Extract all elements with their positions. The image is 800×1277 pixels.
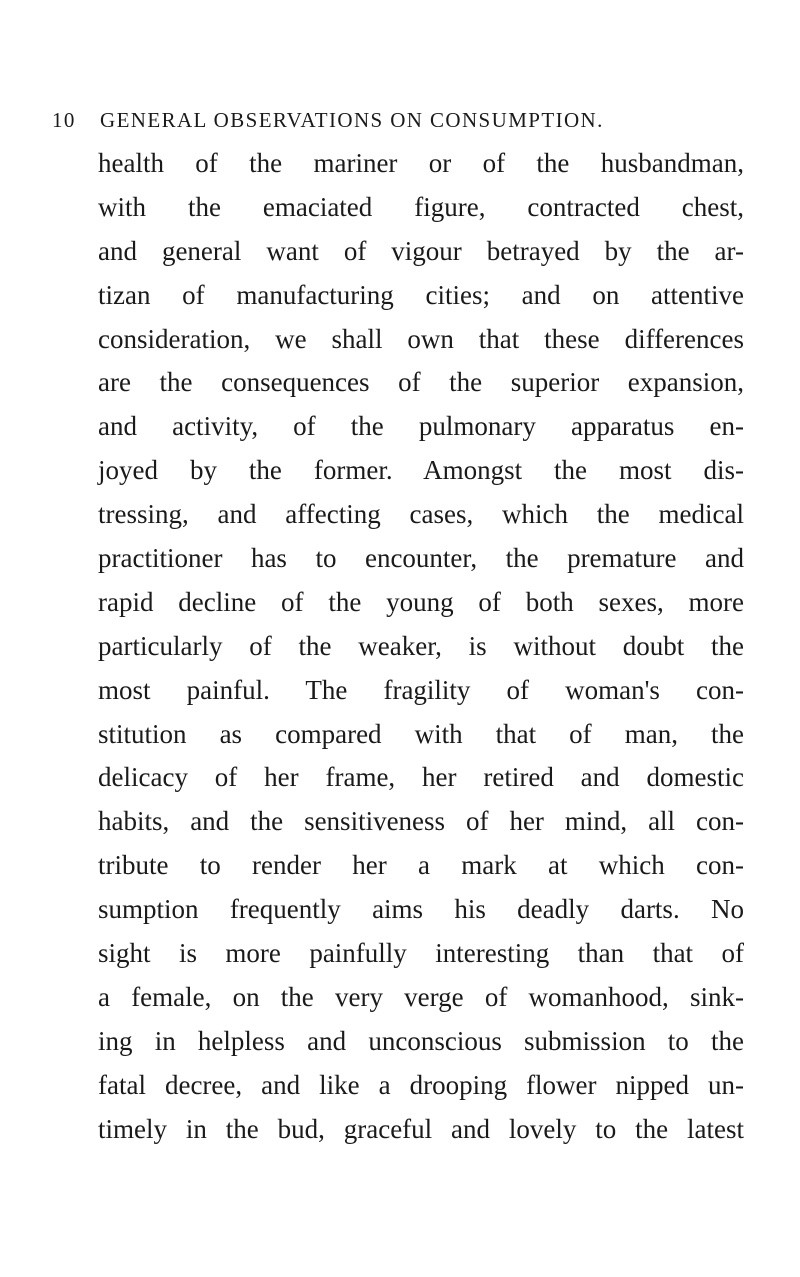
running-title: GENERAL OBSERVATIONS ON CONSUMPTION. [100,108,604,132]
text-line: timely in the bud, graceful and lovely to the latest [98,1113,744,1144]
text-line: habits, and the sensitiveness of her mind, all con- [98,806,744,837]
text-line: rapid decline of the young of both sexes, more [98,586,744,617]
page-number: 10 [52,108,76,132]
text-line: ing in helpless and unconscious submission to the [98,1025,744,1056]
text-line: sumption frequently aims his deadly darts. No [98,894,744,925]
body-text [98,142,744,1151]
text-line: sight is more painfully interesting than that of [98,938,744,969]
text-line: and general want of vigour betrayed by the ar- [98,235,744,266]
text-line: are the consequences of the superior expansion, [98,367,744,398]
text-line: most painful. The fragility of woman's con- [98,674,744,705]
text-line: tressing, and affecting cases, which the medical [98,499,744,530]
text-line: consideration, we shall own that these differences [98,323,744,354]
text-line: stitution as compared with that of man, the [98,718,744,749]
text-line: tribute to render her a mark at which con- [98,850,744,881]
text-line: fatal decree, and like a drooping flower nipped un- [98,1069,744,1100]
text-line: joyed by the former. Amongst the most dis- [98,455,744,486]
text-line: and activity, of the pulmonary apparatus en- [98,411,744,442]
text-line: practitioner has to encounter, the premature and [98,543,744,574]
running-head [52,108,752,138]
text-line: health of the mariner or of the husbandman, [98,148,744,178]
text-line: delicacy of her frame, her retired and domestic [98,762,744,793]
text-line: with the emaciated figure, contracted chest, [98,191,744,222]
text-line: particularly of the weaker, is without doubt the [98,630,744,661]
text-line: tizan of manufacturing cities; and on attentive [98,279,744,310]
text-line: a female, on the very verge of womanhood, sink- [98,981,744,1012]
